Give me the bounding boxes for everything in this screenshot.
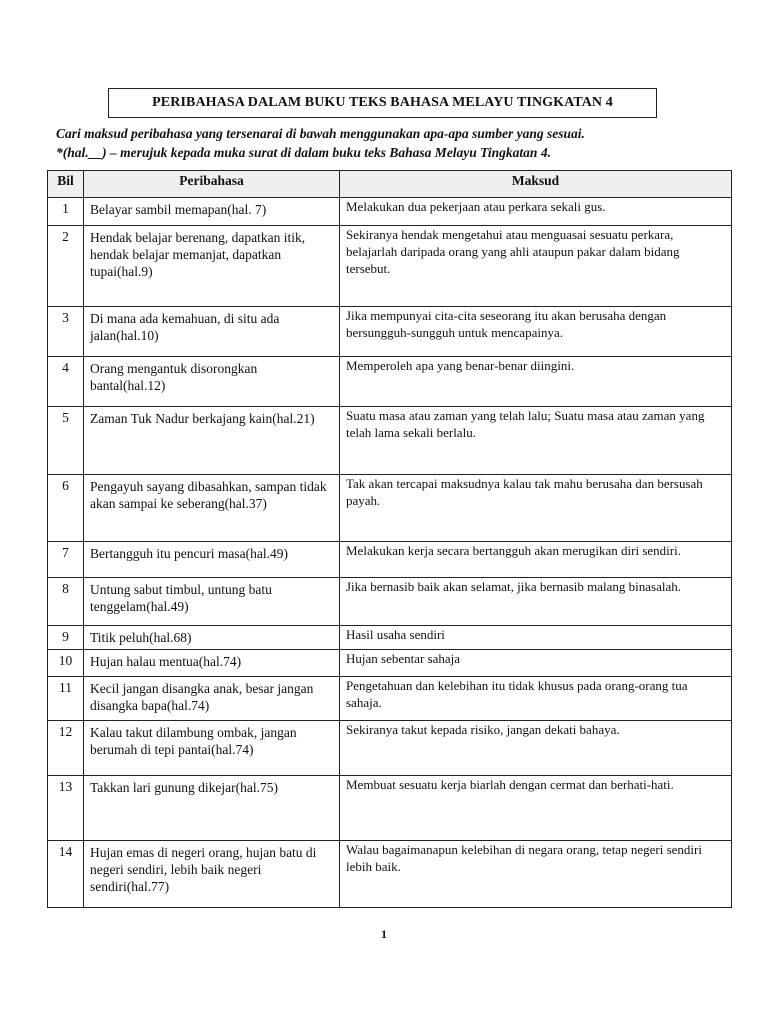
bil-cell: 6: [48, 475, 84, 542]
peribahasa-cell: Hujan emas di negeri orang, hujan batu di negeri sendiri, lebih baik negeri sendiri(hal.77): [84, 841, 340, 908]
header-maksud: Maksud: [340, 171, 732, 198]
peribahasa-cell: Pengayuh sayang dibasahkan, sampan tidak akan sampai ke seberang(hal.37): [84, 475, 340, 542]
maksud-cell: Sekiranya takut kepada risiko, jangan dekati bahaya.: [340, 721, 732, 776]
bil-cell: 5: [48, 407, 84, 475]
table-row: [48, 841, 732, 908]
table-row: [48, 407, 732, 475]
title-box: [108, 88, 657, 118]
maksud-cell: Tak akan tercapai maksudnya kalau tak mahu berusaha dan bersusah payah.: [340, 475, 732, 542]
peribahasa-cell: Hendak belajar berenang, dapatkan itik, hendak belajar memanjat, dapatkan tupai(hal.9): [84, 226, 340, 307]
table-row: [48, 475, 732, 542]
maksud-cell: Walau bagaimanapun kelebihan di negara orang, tetap negeri sendiri lebih baik.: [340, 841, 732, 908]
bil-cell: 13: [48, 776, 84, 841]
header-bil: Bil: [48, 171, 84, 198]
maksud-cell: Pengetahuan dan kelebihan itu tidak khusus pada orang-orang tua sahaja.: [340, 677, 732, 721]
table-body: [48, 198, 732, 908]
maksud-cell: Melakukan kerja secara bertangguh akan merugikan diri sendiri.: [340, 542, 732, 578]
peribahasa-cell: Belayar sambil memapan(hal. 7): [84, 198, 340, 226]
peribahasa-cell: Orang mengantuk disorongkan bantal(hal.12): [84, 357, 340, 407]
bil-cell: 2: [48, 226, 84, 307]
peribahasa-cell: Zaman Tuk Nadur berkajang kain(hal.21): [84, 407, 340, 475]
maksud-cell: Suatu masa atau zaman yang telah lalu; Suatu masa atau zaman yang telah lama sekali berlalu.: [340, 407, 732, 475]
peribahasa-cell: Hujan halau mentua(hal.74): [84, 650, 340, 677]
peribahasa-cell: Takkan lari gunung dikejar(hal.75): [84, 776, 340, 841]
peribahasa-cell: Di mana ada kemahuan, di situ ada jalan(hal.10): [84, 307, 340, 357]
table-row: [48, 357, 732, 407]
table-row: [48, 721, 732, 776]
header-peribahasa: Peribahasa: [84, 171, 340, 198]
maksud-cell: Hasil usaha sendiri: [340, 626, 732, 650]
table-row: [48, 198, 732, 226]
maksud-cell: Jika bernasib baik akan selamat, jika bernasib malang binasalah.: [340, 578, 732, 626]
bil-cell: 1: [48, 198, 84, 226]
instruction-line-2: *(hal.__) – merujuk kepada muka surat di dalam buku teks Bahasa Melayu Tingkatan 4.: [56, 145, 551, 160]
table-header-row: [48, 171, 732, 198]
document-title: PERIBAHASA DALAM BUKU TEKS BAHASA MELAYU TINGKATAN 4: [152, 95, 613, 110]
bil-cell: 8: [48, 578, 84, 626]
maksud-cell: Jika mempunyai cita-cita seseorang itu akan berusaha dengan bersungguh-sungguh untuk mencapainya.: [340, 307, 732, 357]
table-row: [48, 542, 732, 578]
bil-cell: 4: [48, 357, 84, 407]
maksud-cell: Sekiranya hendak mengetahui atau menguasai sesuatu perkara, belajarlah daripada orang yang ahli ataupun pakar dalam bidang tersebut.: [340, 226, 732, 307]
table-row: [48, 677, 732, 721]
bil-cell: 14: [48, 841, 84, 908]
bil-cell: 7: [48, 542, 84, 578]
peribahasa-table: [47, 170, 732, 908]
maksud-cell: Memperoleh apa yang benar-benar diingini.: [340, 357, 732, 407]
bil-cell: 3: [48, 307, 84, 357]
bil-cell: 9: [48, 626, 84, 650]
bil-cell: 11: [48, 677, 84, 721]
maksud-cell: Hujan sebentar sahaja: [340, 650, 732, 677]
table-row: [48, 650, 732, 677]
maksud-cell: Melakukan dua pekerjaan atau perkara sekali gus.: [340, 198, 732, 226]
peribahasa-cell: Untung sabut timbul, untung batu tenggelam(hal.49): [84, 578, 340, 626]
peribahasa-cell: Kecil jangan disangka anak, besar jangan disangka bapa(hal.74): [84, 677, 340, 721]
table-row: [48, 776, 732, 841]
bil-cell: 12: [48, 721, 84, 776]
maksud-cell: Membuat sesuatu kerja biarlah dengan cermat dan berhati-hati.: [340, 776, 732, 841]
table-row: [48, 307, 732, 357]
table-row: [48, 226, 732, 307]
bil-cell: 10: [48, 650, 84, 677]
table-row: [48, 578, 732, 626]
table-row: [48, 626, 732, 650]
page-number: 1: [381, 927, 387, 941]
peribahasa-cell: Titik peluh(hal.68): [84, 626, 340, 650]
peribahasa-cell: Bertangguh itu pencuri masa(hal.49): [84, 542, 340, 578]
instruction-line-1: Cari maksud peribahasa yang tersenarai di bawah menggunakan apa-apa sumber yang sesuai.: [56, 126, 585, 141]
peribahasa-cell: Kalau takut dilambung ombak, jangan berumah di tepi pantai(hal.74): [84, 721, 340, 776]
